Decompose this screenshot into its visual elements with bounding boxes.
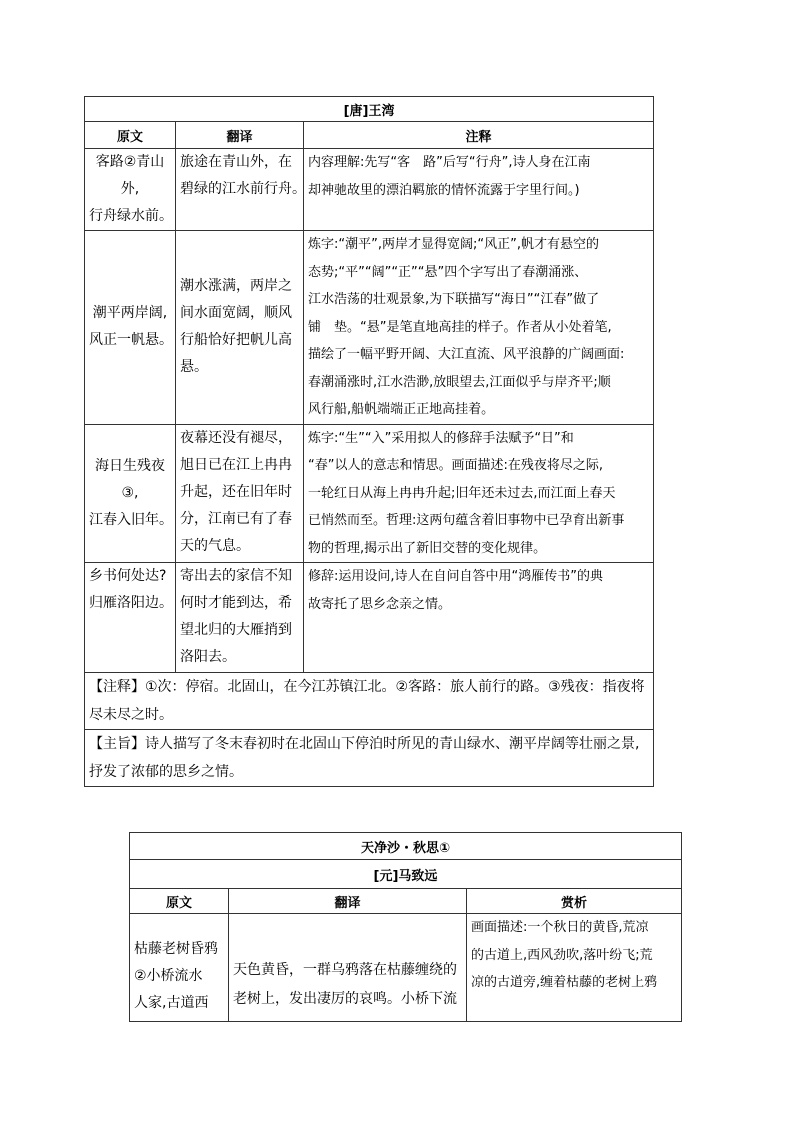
original-cell: 潮平两岸阔, 风正一帆悬。	[85, 231, 176, 425]
author-header: [元]马致远	[130, 860, 682, 889]
original-cell: 乡书何处达? 归雁洛阳边。	[85, 563, 176, 673]
table-row	[85, 231, 654, 425]
col-header-translation: 翻译	[176, 122, 304, 149]
table-row	[130, 914, 682, 1022]
translation-cell: 寄出去的家信不知 何时才能到达，希 望北归的大雁捎到 洛阳去。	[176, 563, 304, 673]
annotation-cell: 炼字:“生”“入”采用拟人的修辞手法赋予“日”和 “春”以人的意志和情思。画面描述:在残夜将尽之际, 一轮红日从海上冉冉升起;旧年还未过去,而江面上春天 已悄然而至。哲理:这两句蕴含着旧事物中已孕育出新事 物的哲理,揭示出了新旧交替的变化规律。	[304, 424, 654, 563]
translation-cell: 潮水涨满，两岸之 间水面宽阔，顺风 行船恰好把帆儿高 悬。	[176, 231, 304, 425]
original-cell: 海日生残夜 ③, 江春入旧年。	[85, 424, 176, 563]
original-cell: 枯藤老树昏鸦 ②小桥流水 人家,古道西	[130, 914, 229, 1022]
table-row	[85, 563, 654, 673]
poem-table-tianjingsha	[129, 832, 682, 1022]
table-row	[85, 149, 654, 231]
col-header-original: 原文	[130, 889, 229, 914]
original-cell: 客路②青山 外, 行舟绿水前。	[85, 149, 176, 231]
annotation-cell: 内容理解:先写“客 路”后写“行舟”,诗人身在江南 却神驰故里的漂泊羁旅的情怀流露于字里行间。)	[304, 149, 654, 231]
poem-table-wangwan	[84, 96, 654, 787]
poem-title: 天净沙・秋思①	[130, 833, 682, 860]
col-header-annotation: 注释	[304, 122, 654, 149]
appreciation-cell: 画面描述:一个秋日的黄昏,荒凉 的古道上,西风劲吹,落叶纷飞;荒 凉的古道旁,缠着枯藤的老树上鸦	[467, 914, 682, 1022]
author-header: [唐]王湾	[85, 97, 654, 122]
notes-section: 【注释】①次：停宿。北固山，在今江苏镇江北。②客路：旅人前行的路。③残夜：指夜将 尽未尽之时。	[85, 673, 654, 730]
translation-cell: 旅途在青山外，在 碧绿的江水前行舟。	[176, 149, 304, 231]
annotation-cell: 炼字:“潮平”,两岸才显得宽阔;“风正”,帆才有悬空的 态势;“平”“阔”“正”“悬”四个字写出了春潮涌涨、 江水浩荡的壮观景象,为下联描写“海日”“江春”做了 铺 垫。“悬”是笔直地高挂的样子。作者从小处着笔, 描绘了一幅平野开阔、大江直流、风平浪静的广阔画面: 春潮涌涨时,江水浩渺,放眼望去,江面似乎与岸齐平;顺 风行船,船帆端端正正地高挂着。	[304, 231, 654, 425]
theme-section: 【主旨】诗人描写了冬末春初时在北固山下停泊时所见的青山绿水、潮平岸阔等壮丽之景, 抒发了浓郁的思乡之情。	[85, 730, 654, 787]
col-header-appreciation: 赏析	[467, 889, 682, 914]
translation-cell: 夜幕还没有褪尽， 旭日已在江上冉冉 升起，还在旧年时 分，江南已有了春 天的气息。	[176, 424, 304, 563]
col-header-original: 原文	[85, 122, 176, 149]
translation-cell: 天色黄昏，一群乌鸦落在枯藤缠绕的 老树上，发出凄厉的哀鸣。小桥下流	[229, 914, 467, 1022]
annotation-cell: 修辞:运用设问,诗人在自问自答中用“鸿雁传书”的典 故寄托了思乡念亲之情。	[304, 563, 654, 673]
table-row	[85, 424, 654, 563]
col-header-translation: 翻译	[229, 889, 467, 914]
